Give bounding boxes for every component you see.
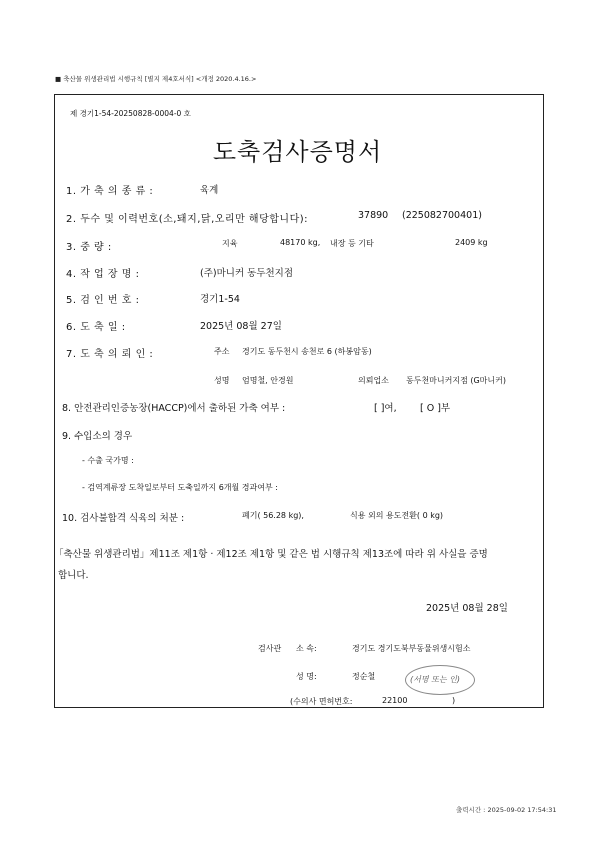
weight-other-value: 2409 kg [455, 238, 488, 247]
requester-name-label: 성명 [214, 376, 230, 385]
license-close: ) [452, 696, 456, 705]
license-label: (수의사 면허번호: [290, 697, 353, 706]
weight-carcass-value: 48170 kg, [280, 238, 321, 247]
requester-business-label: 의뢰업소 [358, 376, 389, 385]
statement-line-1: 「축산물 위생관리법」제11조 제1항 · 제12조 제1항 및 같은 법 시행규칙 제13조에 따라 위 사실을 증명 [54, 549, 488, 560]
output-timestamp: 출력시간 : 2025-09-02 17:54:31 [456, 806, 557, 814]
inspector-name-label: 성 명: [296, 672, 317, 681]
export-country-label: - 수출 국가명 : [82, 456, 134, 465]
form-header-note: ■ 축산물 위생관리법 시행규칙 [별지 제4호서식] <개정 2020.4.16.> [55, 75, 257, 83]
requester-label: 7. 도 축 의 뢰 인 : [66, 349, 154, 360]
quarantine-label: - 검역계류장 도착일로부터 도축일까지 6개월 경과여부 : [82, 483, 278, 492]
requester-name-value: 엄명철, 안경원 [242, 376, 294, 385]
weight-carcass-label: 지육 [222, 239, 238, 248]
signature-stamp-text: (서명 또는 인) [410, 675, 460, 684]
headcount-value: 37890 [358, 210, 389, 221]
document-title: 도축검사증명서 [212, 138, 383, 166]
species-label: 1. 가 축 의 종 류 : [66, 186, 154, 197]
affiliation-label: 소 속: [296, 644, 317, 653]
weight-other-label: 내장 등 기타 [330, 239, 374, 248]
inspector-number-label: 5. 검 인 번 호 : [66, 295, 140, 306]
haccp-no-checkbox: [ O ]부 [420, 403, 451, 414]
requester-address-value: 경기도 동두천시 송천로 6 (하봉암동) [242, 347, 372, 356]
license-value: 22100 [382, 696, 408, 705]
fail-discard-value: 폐기( 56.28 kg), [242, 511, 304, 520]
requester-address-label: 주소 [214, 347, 230, 356]
requester-business-value: 동두천마니커지점 (G마니커) [406, 376, 506, 385]
import-label: 9. 수입소의 경우 [62, 431, 133, 442]
slaughter-date-label: 6. 도 축 일 : [66, 322, 126, 333]
fail-disposal-label: 10. 검사불합격 식육의 처분 : [62, 513, 185, 524]
haccp-yes-checkbox: [ ]여, [374, 403, 397, 414]
inspector-label: 검사관 [258, 644, 282, 653]
inspector-number-value: 경기1-54 [200, 294, 240, 305]
weight-label: 3. 중 량 : [66, 242, 112, 253]
slaughter-date-value: 2025년 08월 27일 [200, 321, 282, 332]
certificate-number: 제 경기1-54-20250828-0004-0 호 [70, 109, 191, 118]
plant-label: 4. 작 업 장 명 : [66, 269, 140, 280]
plant-value: (주)마니커 동두천지점 [200, 268, 294, 279]
species-value: 육계 [200, 185, 219, 196]
inspector-name-value: 정순철 [352, 672, 376, 681]
statement-line-2: 합니다. [58, 570, 89, 581]
trace-number-value: (225082700401) [402, 210, 482, 221]
fail-convert-value: 식용 외의 용도전환( 0 kg) [350, 511, 444, 520]
affiliation-value: 경기도 경기도북부동물위생시험소 [352, 644, 471, 653]
issue-date: 2025년 08월 28일 [426, 603, 508, 614]
haccp-label: 8. 안전관리인증농장(HACCP)에서 출하된 가축 여부 : [62, 403, 286, 414]
headcount-label: 2. 두수 및 이력번호(소,돼지,닭,오리만 해당합니다): [66, 214, 309, 225]
